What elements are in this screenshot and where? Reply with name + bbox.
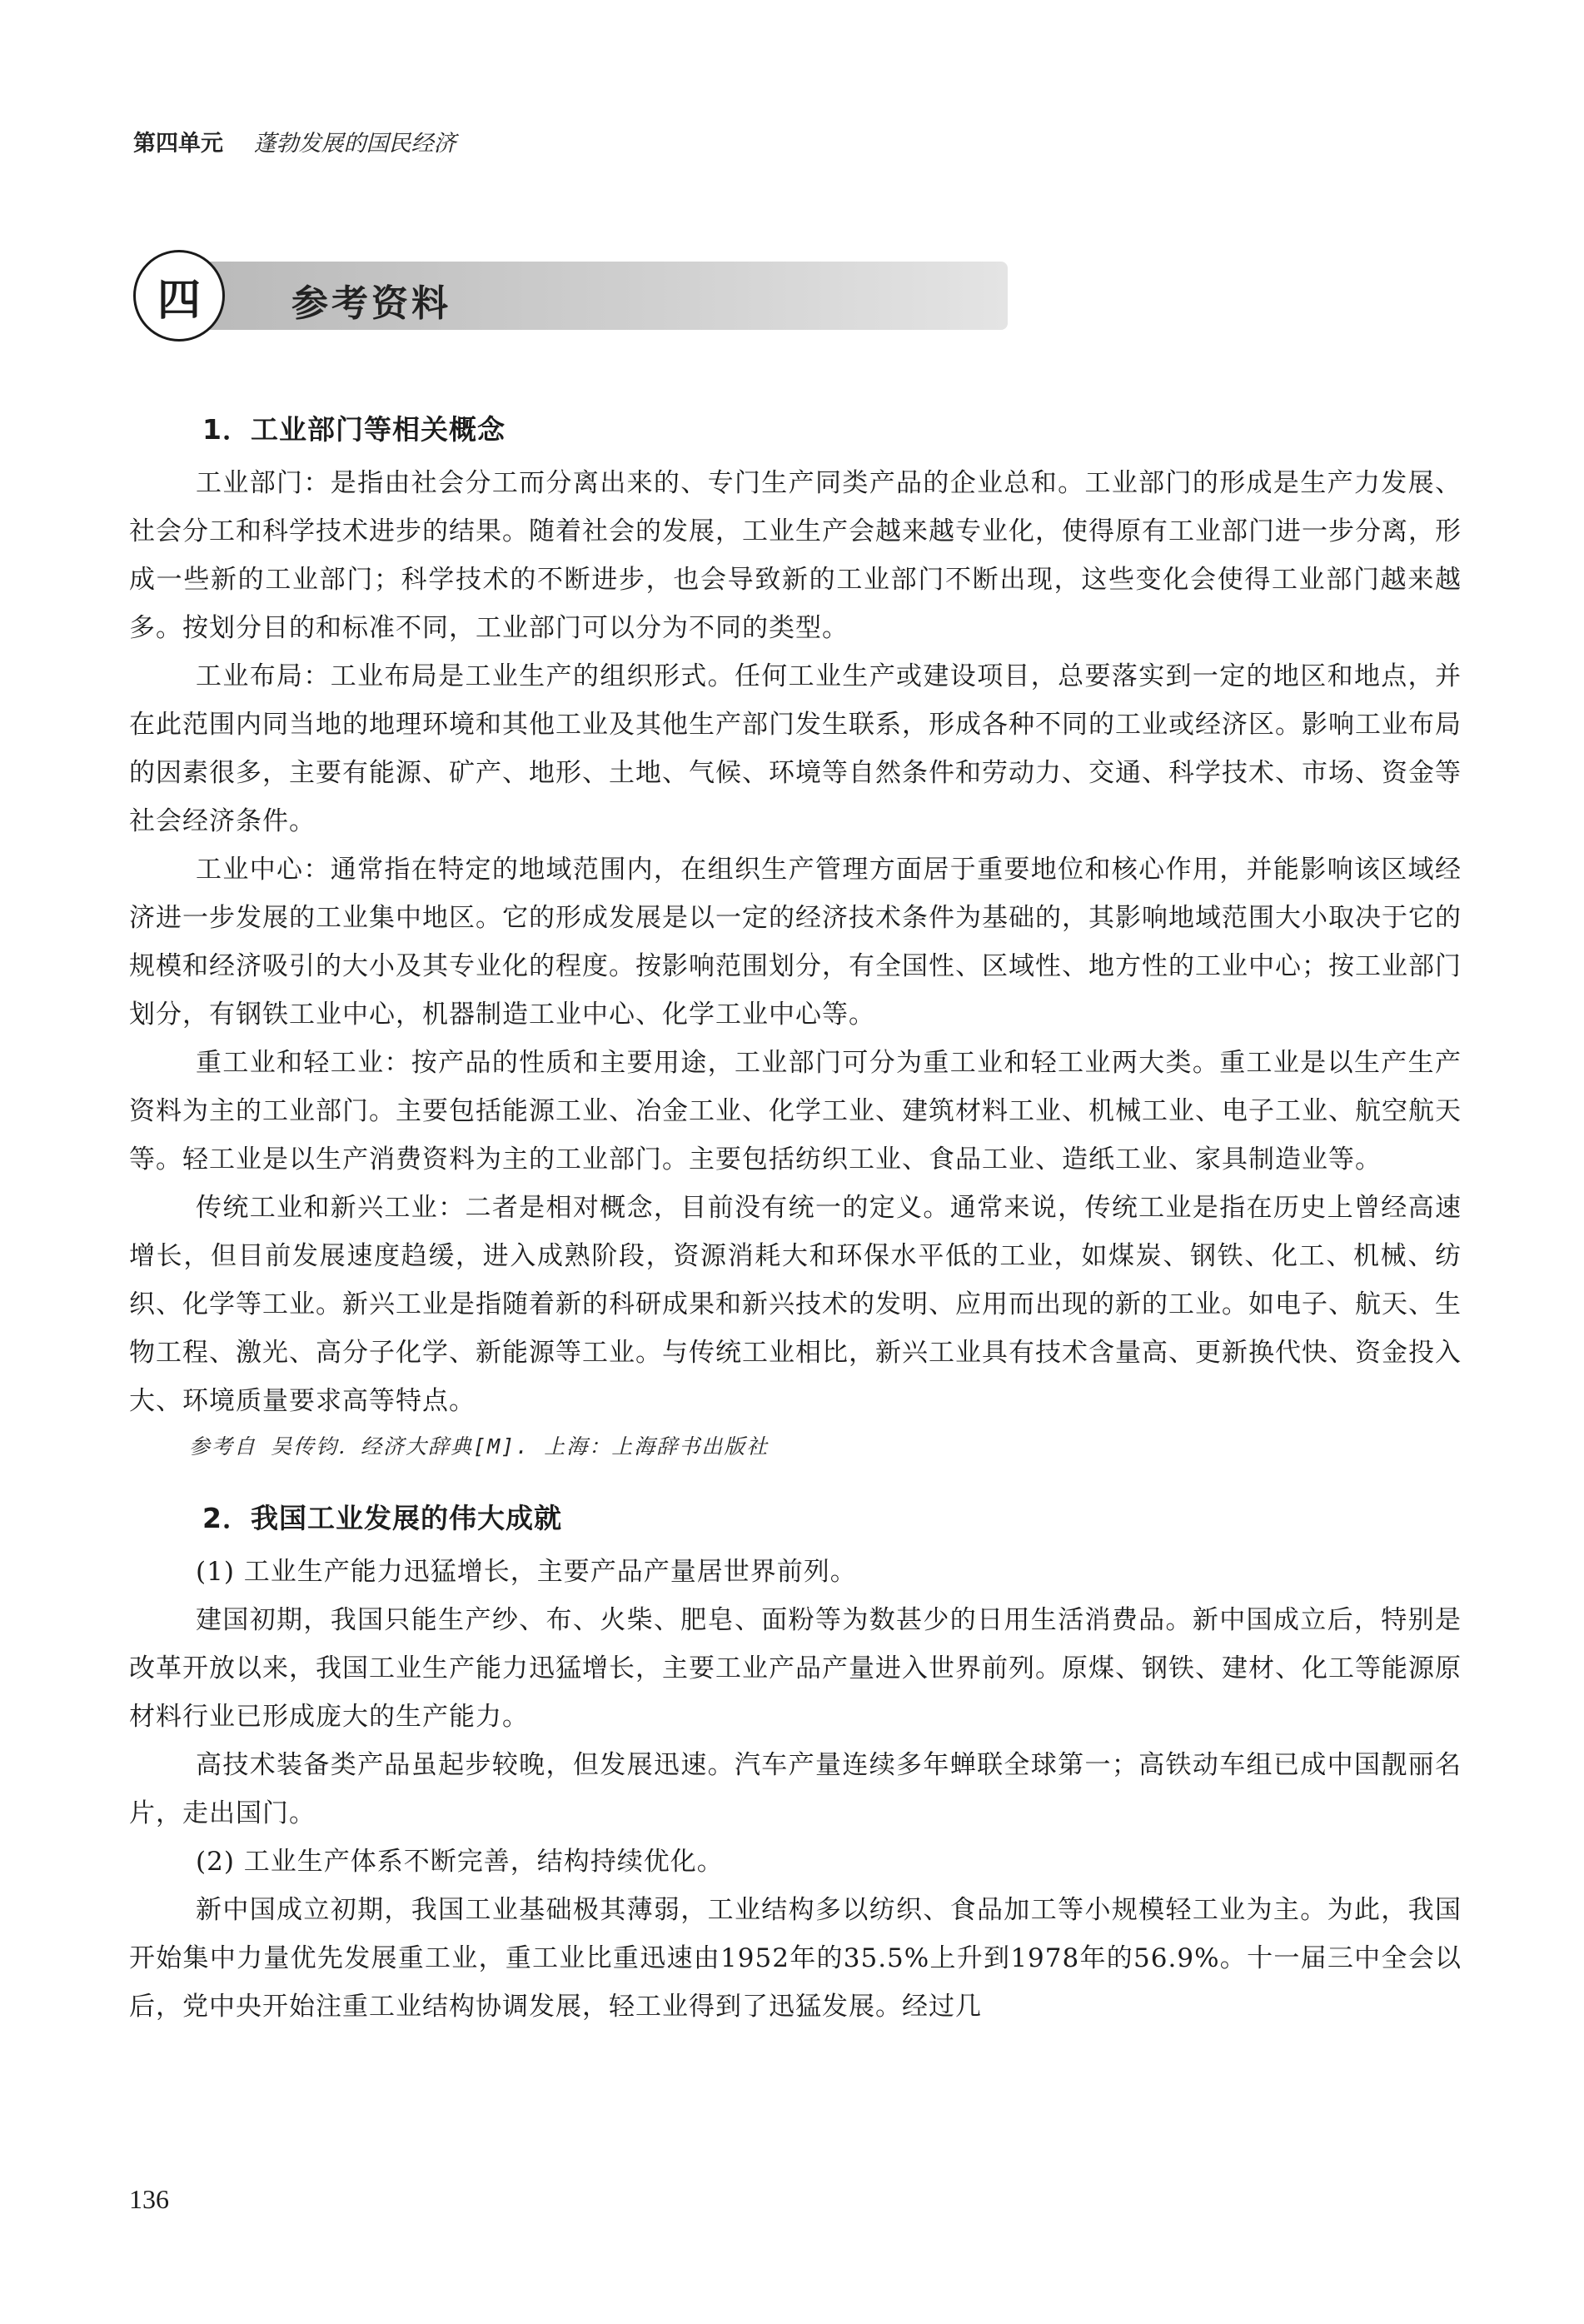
paragraph-industrial-center: 工业中心：通常指在特定的地域范围内，在组织生产管理方面居于重要地位和核心作用，并能影响该区域经济进一步发展的工业集中地区。它的形成发展是以一定的经济技术条件为基础的，其影响地域范围大小取决于它的规模和经济吸引的大小及其专业化的程度。按影响范围划分，有全国性、区域性、地方性的工业中心；按工业部门划分，有钢铁工业中心，机器制造工业中心、化学工业中心等。 (129, 855, 1462, 1030)
citation: 参考自 吴传钧．经济大辞典[M]. 上海：上海辞书出版社 (189, 1434, 770, 1459)
paragraph-early-production: 建国初期，我国只能生产纱、布、火柴、肥皂、面粉等为数甚少的日用生活消费品。新中国成立后，特别是改革开放以来，我国工业生产能力迅猛增长，主要工业产品产量进入世界前列。原煤、钢铁、建材、化工等能源原材料行业已形成庞大的生产能力。 (129, 1605, 1462, 1732)
paragraph-traditional-emerging: 传统工业和新兴工业：二者是相对概念，目前没有统一的定义。通常来说，传统工业是指在历史上曾经高速增长，但目前发展速度趋缓，进入成熟阶段，资源消耗大和环保水平低的工业，如煤炭、钢铁、化工、机械、纺织、化学等工业。新兴工业是指随着新的科研成果和新兴技术的发明、应用而出现的新的工业。如电子、航天、生物工程、激光、高分子化学、新能源等工业。与传统工业相比，新兴工业具有技术含量高、更新换代快、资金投入大、环境质量要求高等特点。 (129, 1193, 1462, 1416)
point-1-heading: (1) 工业生产能力迅猛增长，主要产品产量居世界前列。 (196, 1557, 857, 1587)
part1-heading: 1．工业部门等相关概念 (202, 413, 506, 446)
paragraph-heavy-light-industry: 重工业和轻工业：按产品的性质和主要用途，工业部门可分为重工业和轻工业两大类。重工业是以生产生产资料为主的工业部门。主要包括能源工业、冶金工业、化学工业、建筑材料工业、机械工业、电子工业、航空航天等。轻工业是以生产消费资料为主的工业部门。主要包括纺织工业、食品工业、造纸工业、家具制造业等。 (129, 1048, 1462, 1174)
section-number-badge: 四 (133, 250, 225, 342)
unit-title: 蓬勃发展的国民经济 (253, 131, 456, 157)
paragraph-high-tech: 高技术装备类产品虽起步较晚，但发展迅速。汽车产量连续多年蝉联全球第一；高铁动车组已成中国靓丽名片，走出国门。 (129, 1750, 1462, 1828)
unit-label: 第四单元 (133, 131, 223, 157)
section-banner (133, 250, 1008, 342)
section-title: 参考资料 (291, 282, 451, 325)
point-2-heading: (2) 工业生产体系不断完善，结构持续优化。 (196, 1847, 724, 1877)
paragraph-industrial-sector: 工业部门：是指由社会分工而分离出来的、专门生产同类产品的企业总和。工业部门的形成是生产力发展、社会分工和科学技术进步的结果。随着社会的发展，工业生产会越来越专业化，使得原有工业部门进一步分离，形成一些新的工业部门；科学技术的不断进步，也会导致新的工业部门不断出现，这些变化会使得工业部门越来越多。按划分目的和标准不同，工业部门可以分为不同的类型。 (129, 468, 1462, 643)
page-body (129, 408, 1462, 2031)
paragraph-structure: 新中国成立初期，我国工业基础极其薄弱，工业结构多以纺织、食品加工等小规模轻工业为主。为此，我国开始集中力量优先发展重工业，重工业比重迅速由1952年的35.5%上升到1978年的56.9%。十一届三中全会以后，党中央开始注重工业结构协调发展，轻工业得到了迅猛发展。经过几 (129, 1895, 1462, 2022)
part2-heading: 2．我国工业发展的伟大成就 (202, 1502, 562, 1534)
page-number: 136 (129, 2184, 169, 2214)
running-head (133, 125, 456, 157)
paragraph-industrial-layout: 工业布局：工业布局是工业生产的组织形式。任何工业生产或建设项目，总要落实到一定的地区和地点，并在此范围内同当地的地理环境和其他工业及其他生产部门发生联系，形成各种不同的工业或经济区。影响工业布局的因素很多，主要有能源、矿产、地形、土地、气候、环境等自然条件和劳动力、交通、科学技术、市场、资金等社会经济条件。 (129, 661, 1462, 836)
